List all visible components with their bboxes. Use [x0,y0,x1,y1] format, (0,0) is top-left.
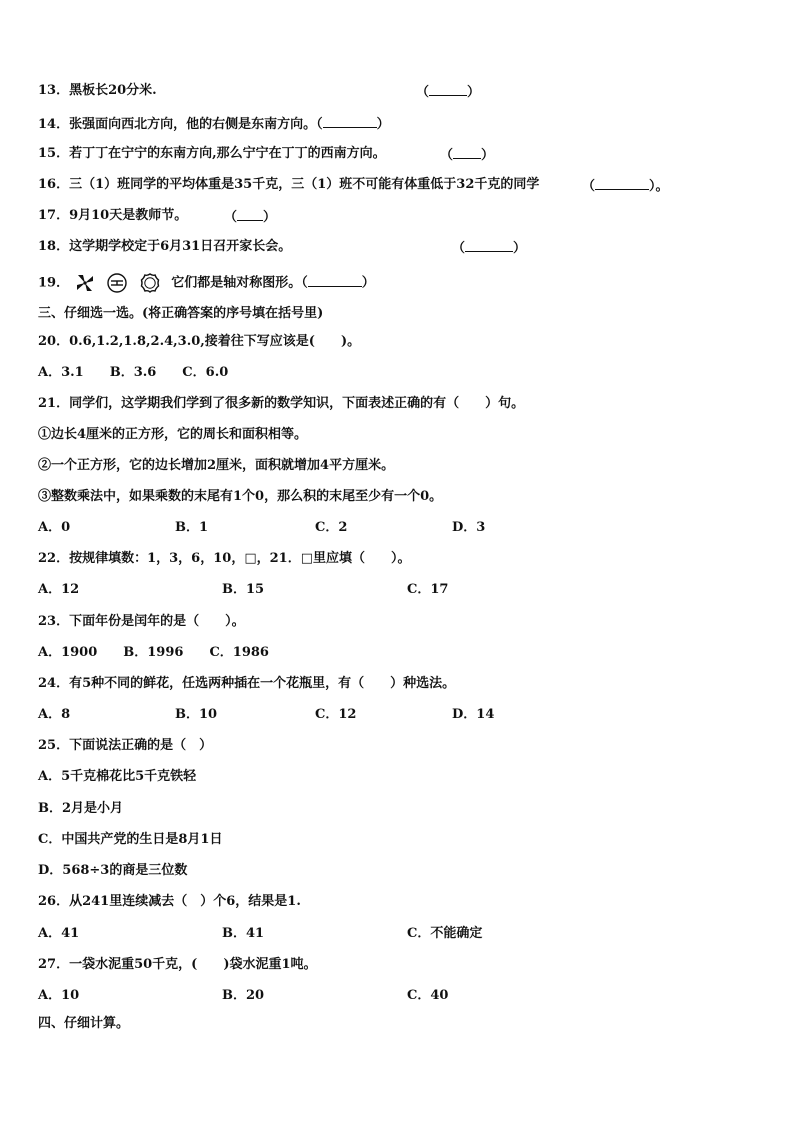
statement-1: ①边长4厘米的正方形，它的周长和面积相等。 [38,427,308,442]
question-21: 21．同学们，这学期我们学到了很多新的数学知识，下面表述正确的有（ ）句。 [38,396,525,411]
question-text: 18．这学期学校定于6月31日召开家长会。 [38,239,292,254]
question-18 [38,239,291,255]
question-17 [38,208,187,224]
answer-blank-19[interactable] [308,274,362,287]
option-a-22[interactable]: A．12 [38,582,80,597]
section-title-4: 四、仔细计算。 [38,1016,130,1031]
option-c-26[interactable]: C．不能确定 [407,926,483,941]
question-25: 25．下面说法正确的是（ ） [38,738,213,753]
option-d-25[interactable]: D．568÷3的商是三位数 [38,863,188,878]
option-c-22[interactable]: C．17 [407,582,449,597]
option-b-21[interactable]: B．1 [175,520,209,535]
option-a-25[interactable]: A．5千克棉花比5千克铁轻 [38,769,197,784]
option-b-27[interactable]: B．20 [222,988,265,1003]
circle-lines-icon [106,272,128,294]
answer-blank-17[interactable]: （ ） [224,210,277,225]
option-c-25[interactable]: C．中国共产党的生日是8月1日 [38,832,223,847]
answer-blank-16[interactable]: （ ）。 [582,179,669,194]
option-b-26[interactable]: B．41 [222,926,265,941]
question-text: 14．张强面向西北方向，他的右侧是东南方向。（ [38,117,323,132]
question-text: 13．黑板长20分米. [38,83,157,98]
option-c-24[interactable]: C．12 [315,707,357,722]
option-c-27[interactable]: C．40 [407,988,449,1003]
question-26: 26．从241里连续减去（ ）个6，结果是1. [38,894,301,909]
answer-blank-14[interactable] [323,115,377,128]
option-a-24[interactable]: A．8 [38,707,71,722]
options-23[interactable]: A．1900 B．1996 C．1986 [38,645,269,660]
answer-blank-18[interactable]: （ ） [452,241,527,256]
flower-ring-icon [139,272,161,294]
question-13 [38,83,157,99]
question-14: 14．张强面向西北方向，他的右侧是东南方向。（ ） [38,117,390,132]
question-15 [38,146,386,162]
question-text: 16．三（1）班同学的平均体重是35千克，三（1）班不可能有体重低于32千克的同学 [38,177,540,192]
question-20: 20．0.6,1.2,1.8,2.4,3.0,接着往下写应该是( )。 [38,334,361,349]
question-16 [38,177,539,193]
answer-blank-13[interactable]: （ ） [416,85,481,100]
question-text: 它们都是轴对称图形。（ [171,275,308,291]
option-b-25[interactable]: B．2月是小月 [38,801,124,816]
option-d-24[interactable]: D．14 [452,707,495,722]
option-a-26[interactable]: A．41 [38,926,80,941]
question-22: 22．按规律填数：1，3，6，10，□，21．□里应填（ ）。 [38,551,411,566]
answer-blank-15[interactable]: （ ） [440,148,495,163]
option-a-21[interactable]: A．0 [38,520,71,535]
section-title-3: 三、仔细选一选。(将正确答案的序号填在括号里) [38,306,324,321]
option-b-24[interactable]: B．10 [175,707,218,722]
option-a-27[interactable]: A．10 [38,988,80,1003]
statement-3: ③整数乘法中，如果乘数的末尾有1个0，那么积的末尾至少有一个0。 [38,489,443,504]
options-20[interactable]: A．3.1 B．3.6 C．6.0 [38,365,229,380]
question-text: 17．9月10天是教师节。 [38,208,188,223]
pinwheel-icon [74,272,96,294]
question-23: 23．下面年份是闰年的是（ ）。 [38,614,245,629]
question-text: 15．若丁丁在宁宁的东南方向,那么宁宁在丁丁的西南方向。 [38,146,386,161]
statement-2: ②一个正方形，它的边长增加2厘米，面积就增加4平方厘米。 [38,458,395,473]
question-24: 24．有5种不同的鲜花，任选两种插在一个花瓶里，有（ ）种选法。 [38,676,456,691]
question-19: 19． 它们都是轴对称图形。（ ） [38,272,375,295]
option-b-22[interactable]: B．15 [222,582,265,597]
option-c-21[interactable]: C．2 [315,520,348,535]
question-27: 27．一袋水泥重50千克，( )袋水泥重1吨。 [38,957,317,972]
option-d-21[interactable]: D．3 [452,520,486,535]
